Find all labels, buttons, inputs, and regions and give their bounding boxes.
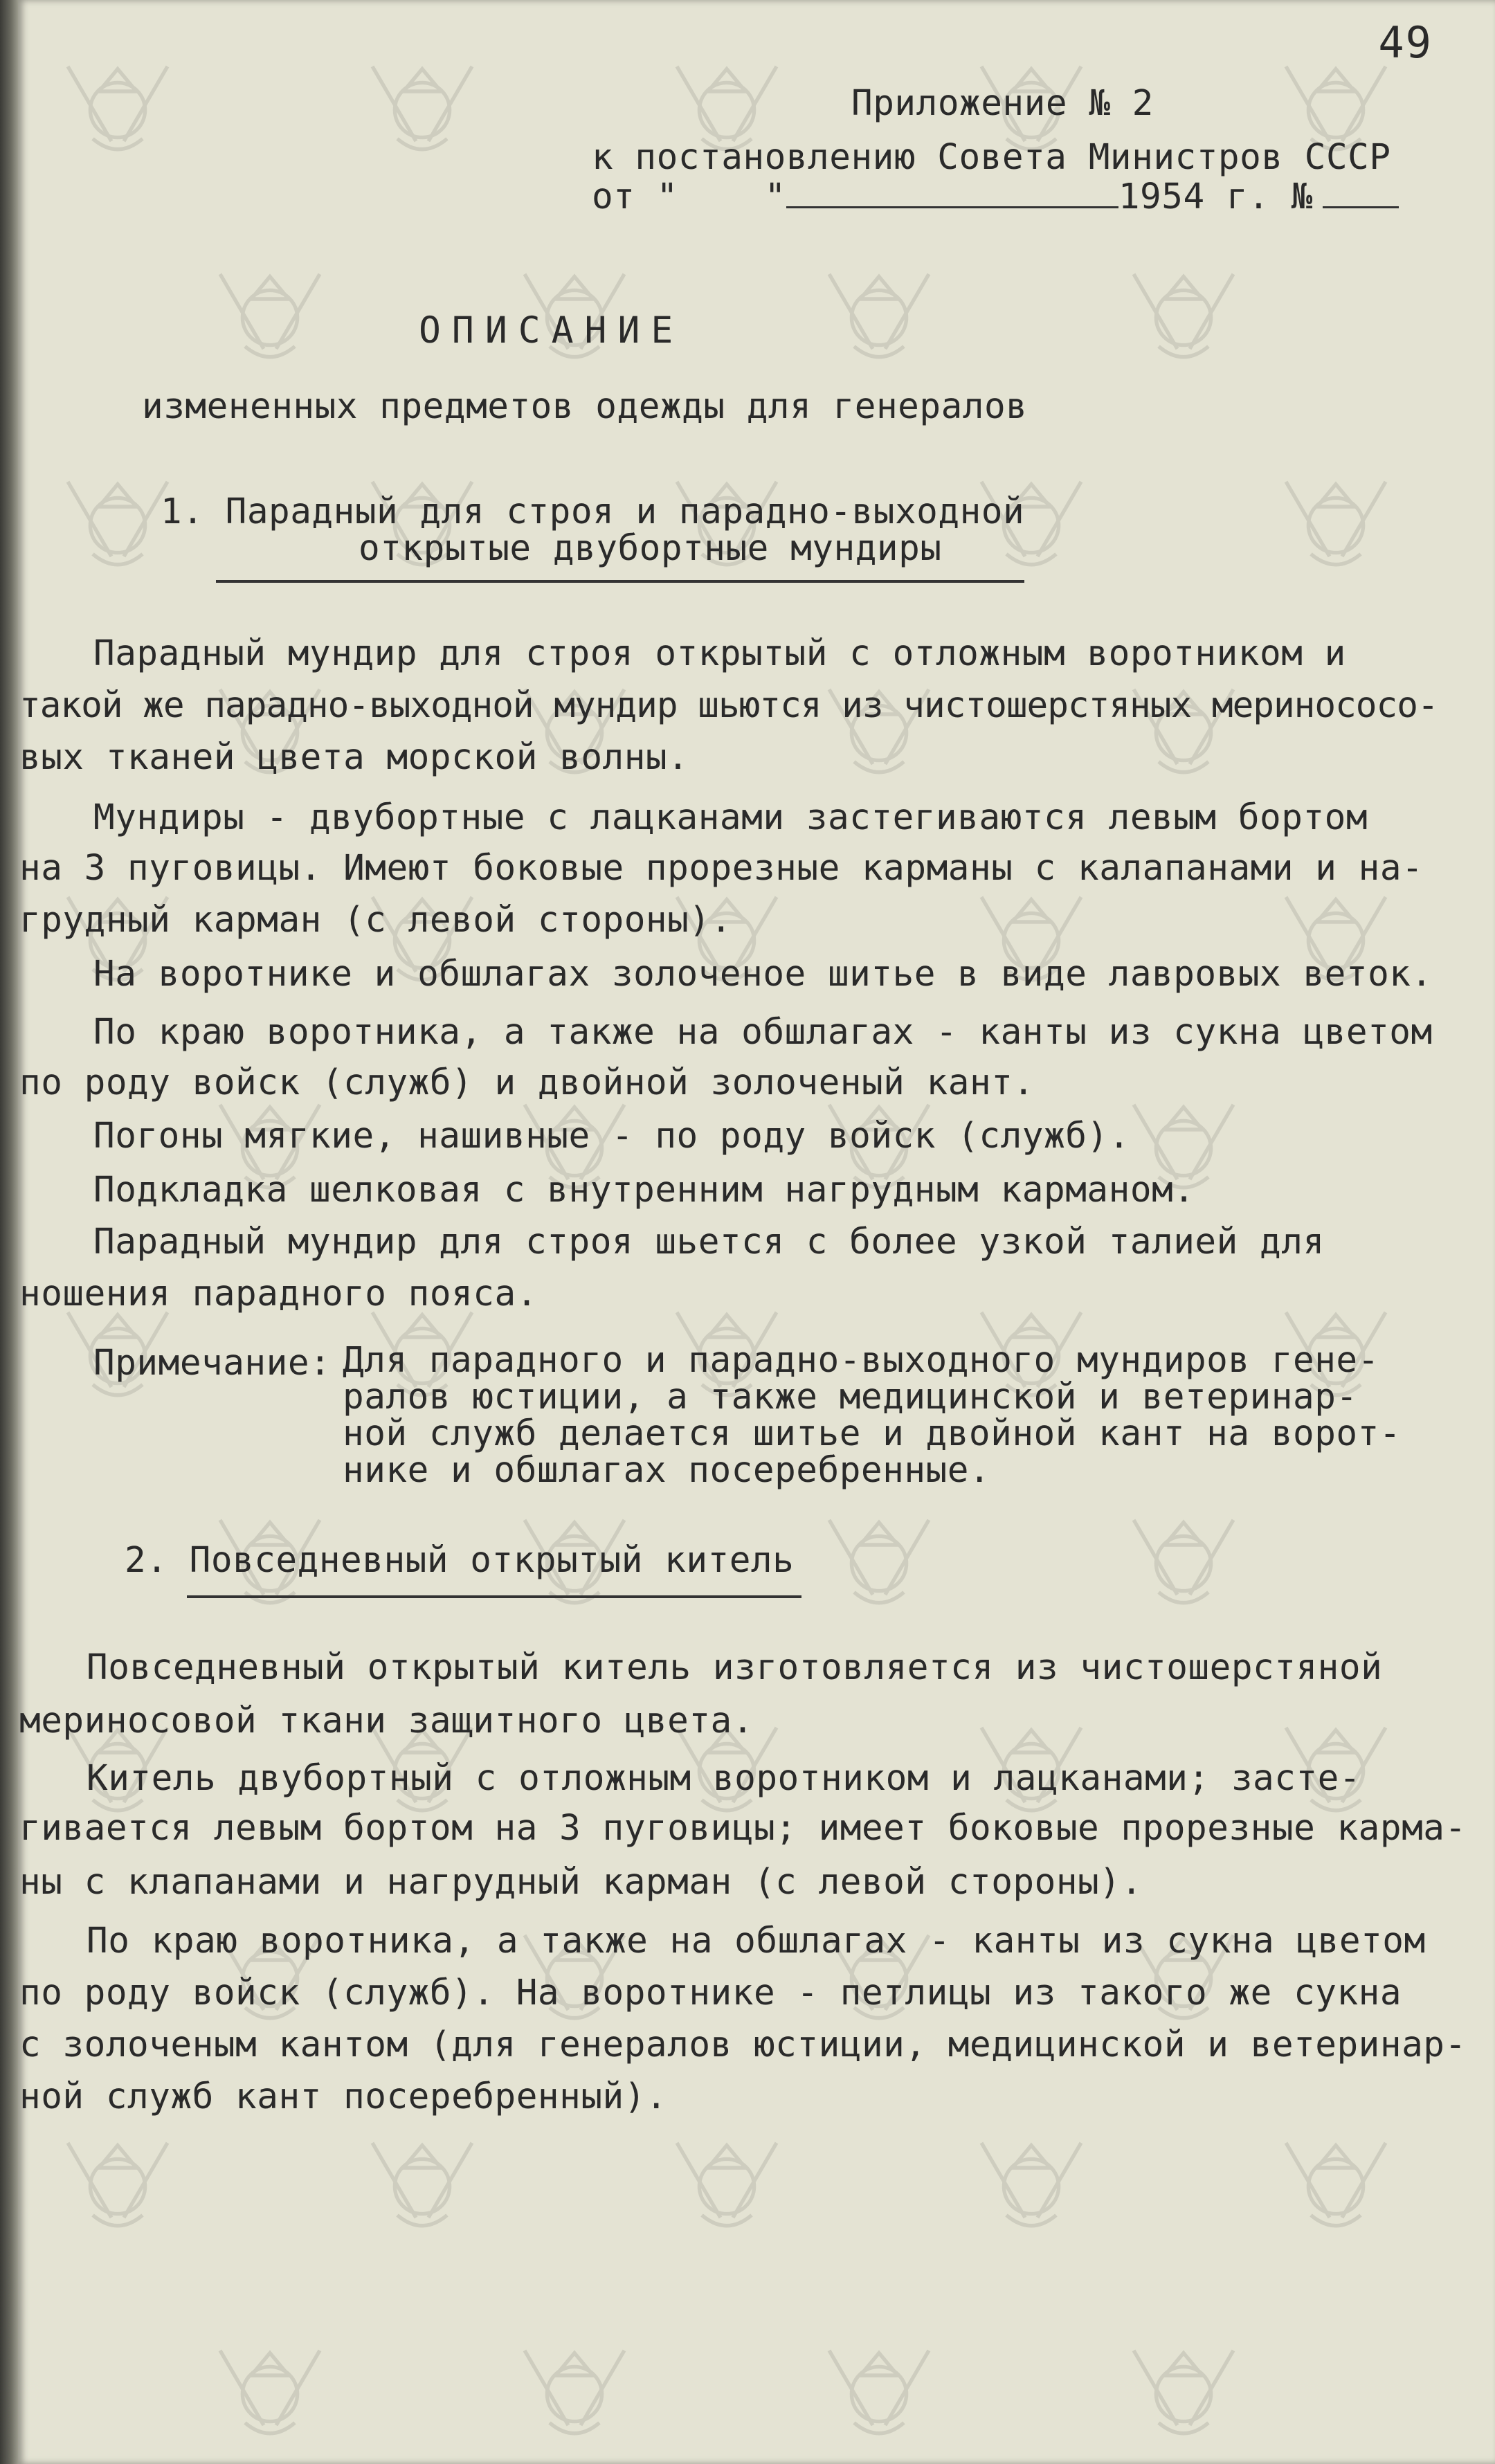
year-part: 1954 г. № bbox=[1118, 176, 1313, 217]
s1-line-8: По краю воротника, а также на обшлагах - канты из сукна цветом bbox=[93, 1012, 1433, 1053]
s2-line-7: по роду войск (служб). На воротнике - петлицы из такого же сукна bbox=[19, 1973, 1402, 2013]
s2-line-3: Китель двубортный с отложным воротником и лацканами; засте- bbox=[87, 1758, 1361, 1799]
s1-line-4: Мундиры - двубортные с лацканами застегиваются левым бортом bbox=[93, 797, 1368, 838]
number-blank bbox=[1323, 206, 1399, 208]
document-title: ОПИСАНИЕ bbox=[419, 309, 685, 352]
s2-line-9: ной служб кант посеребренный). bbox=[19, 2076, 668, 2117]
watermark-emblem-icon bbox=[208, 249, 332, 374]
watermark-emblem-icon bbox=[1274, 457, 1398, 581]
section1-heading-line1: 1. Парадный для строя и парадно-выходной bbox=[161, 491, 1025, 532]
watermark-emblem-icon bbox=[1121, 664, 1246, 789]
note-line-1: Для парадного и парадно-выходного мундиров гене- bbox=[343, 1340, 1379, 1381]
s1-line-12: Парадный мундир для строя шьется с более узкой талией для bbox=[93, 1222, 1325, 1262]
watermark-emblem-icon bbox=[208, 2326, 332, 2450]
s2-line-1: Повседневный открытый китель изготовляется из чистошерстяной bbox=[87, 1647, 1383, 1688]
s1-line-7: На воротнике и обшлагах золоченое шитье в виде лавровых веток. bbox=[93, 954, 1433, 995]
date-line bbox=[592, 176, 1399, 218]
s1-line-9: по роду войск (служб) и двойной золоченый кант. bbox=[19, 1062, 1035, 1103]
s1-line-10: Погоны мягкие, нашивные - по роду войск (служб). bbox=[93, 1116, 1130, 1157]
s1-line-3: вых тканей цвета морской волны. bbox=[19, 737, 689, 778]
note-line-4: нике и обшлагах посеребренные. bbox=[343, 1450, 991, 1491]
watermark-emblem-icon bbox=[55, 42, 180, 166]
s2-line-6: По краю воротника, а также на обшлагах - канты из сукна цветом bbox=[87, 1921, 1426, 1962]
watermark-emblem-icon bbox=[55, 2118, 180, 2243]
note-label: Примечание: bbox=[93, 1343, 332, 1384]
document-subtitle: измененных предметов одежды для генералов bbox=[142, 386, 1028, 427]
section1-heading-underline bbox=[216, 580, 1024, 583]
s2-line-2: мериносовой ткани защитного цвета. bbox=[19, 1701, 754, 1741]
s2-line-4: гивается левым бортом на 3 пуговицы; имеет боковые прорезные карма- bbox=[19, 1808, 1467, 1849]
page-number: 49 bbox=[1378, 17, 1433, 68]
s2-line-5: ны с клапанами и нагрудный карман (с левой стороны). bbox=[19, 1862, 1143, 1903]
s1-line-2: такой же парадно-выходной мундир шьются из чистошерстяных меринососо- bbox=[19, 685, 1438, 726]
watermark-emblem-icon bbox=[817, 249, 941, 374]
section2-heading-underline bbox=[187, 1595, 801, 1598]
watermark-emblem-icon bbox=[969, 2118, 1094, 2243]
watermark-emblem-icon bbox=[512, 2326, 637, 2450]
watermark-emblem-icon bbox=[817, 1495, 941, 1620]
watermark-emblem-icon bbox=[1121, 2326, 1246, 2450]
watermark-emblem-icon bbox=[664, 2118, 789, 2243]
watermark-emblem-icon bbox=[360, 42, 484, 166]
s1-line-1: Парадный мундир для строя открытый с отложным воротником и bbox=[93, 633, 1346, 674]
s1-line-11: Подкладка шелковая с внутренним нагрудным карманом. bbox=[93, 1170, 1195, 1211]
watermark-emblem-icon bbox=[817, 664, 941, 789]
s1-line-13: ношения парадного пояса. bbox=[19, 1274, 538, 1314]
watermark-emblem-icon bbox=[1121, 1495, 1246, 1620]
section1-heading-line2: открытые двубортные мундиры bbox=[359, 528, 942, 569]
s2-line-8: с золоченым кантом (для генералов юстиции, медицинской и ветеринар- bbox=[19, 2024, 1467, 2065]
date-prefix: от " " bbox=[592, 176, 786, 217]
watermark-emblem-icon bbox=[1121, 249, 1246, 374]
s1-line-5: на 3 пуговицы. Имеют боковые прорезные карманы с калапанами и на- bbox=[19, 848, 1424, 889]
note-line-2: ралов юстиции, а также медицинской и ветеринар- bbox=[343, 1377, 1358, 1417]
note-line-3: ной служб делается шитье и двойной кант на ворот- bbox=[343, 1413, 1402, 1454]
resolution-line: к постановлению Совета Министров СССР bbox=[592, 137, 1391, 178]
date-blank bbox=[786, 206, 1118, 208]
watermark-emblem-icon bbox=[360, 2118, 484, 2243]
s1-line-6: грудный карман (с левой стороны). bbox=[19, 900, 732, 941]
watermark-emblem-icon bbox=[1274, 2118, 1398, 2243]
watermark-emblem-icon bbox=[817, 2326, 941, 2450]
appendix-label: Приложение № 2 bbox=[851, 83, 1154, 124]
section2-heading: 2. Повседневный открытый китель bbox=[125, 1540, 795, 1581]
